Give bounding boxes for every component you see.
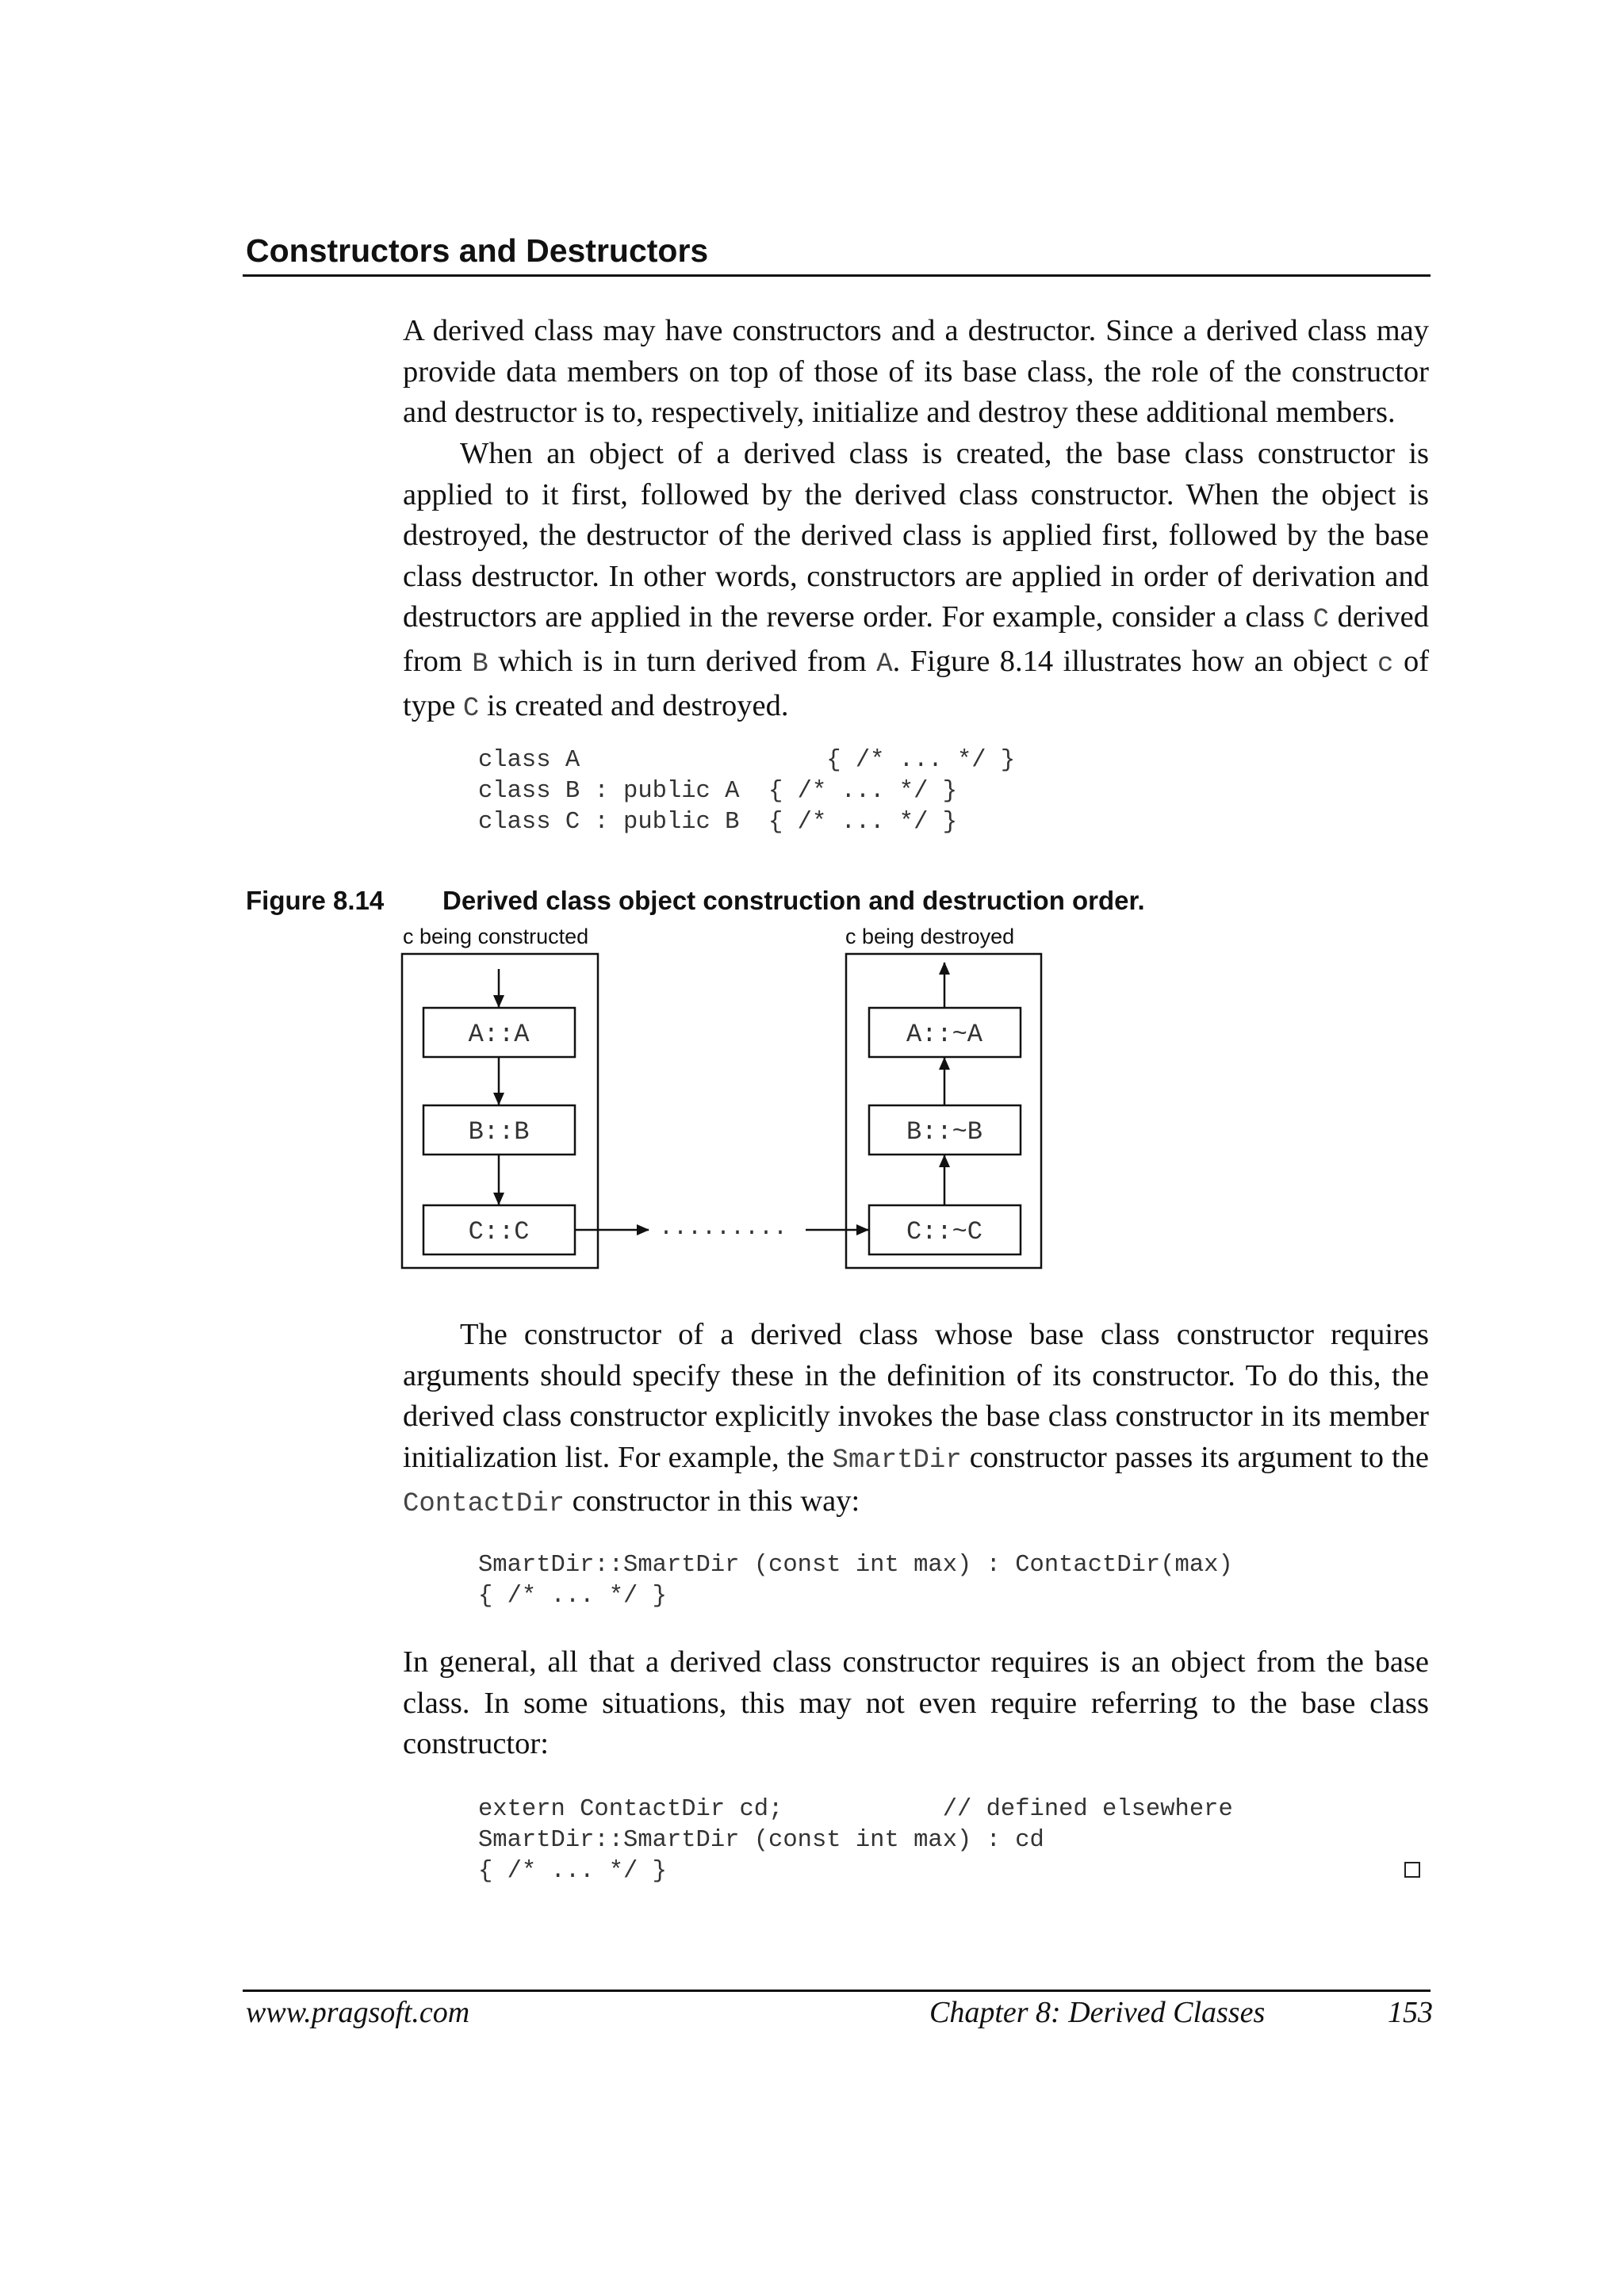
- code-block-extern: extern ContactDir cd; // defined elsewhere SmartDir::SmartDir (const int max) : cd { /* ... */ }: [478, 1796, 1233, 1885]
- figure-number: Figure 8.14: [246, 886, 385, 915]
- figure-caption: Derived class object construction and destruction order.: [442, 886, 1145, 915]
- end-of-section-marker: [1404, 1862, 1420, 1878]
- inline-code-contactdir: ContactDir: [403, 1489, 565, 1520]
- paragraph-order-text-5: of type: [403, 644, 1430, 722]
- dtor-c-label: C::~C: [906, 1217, 983, 1247]
- inline-code-B: B: [472, 649, 488, 680]
- inline-code-A: A: [876, 649, 893, 680]
- lifetime-dots: .........: [658, 1215, 788, 1242]
- paragraph-order-text-6: is created and destroyed.: [486, 688, 789, 722]
- footer-chapter: Chapter 8: Derived Classes: [929, 1996, 1266, 2029]
- ctor-a-label: A::A: [468, 1020, 530, 1049]
- inline-code-smartdir: SmartDir: [832, 1445, 962, 1476]
- dtor-b-label: B::~B: [906, 1117, 983, 1147]
- paragraph-base-args: [403, 1315, 1429, 1526]
- paragraph-order-text-2: derived from: [403, 600, 1430, 678]
- inline-code-C-type: C: [462, 693, 480, 724]
- paragraph-base-args-text-2: constructor passes its argument to the: [969, 1440, 1429, 1474]
- footer-site: www.pragsoft.com: [246, 1996, 470, 2029]
- paragraph-intro-text: A derived class may have constructors and a destructor. Since a derived class may provide data members on top of those of its base class, the role of the constructor and destructor is to, respectively, initialize and destroy these additional members.: [403, 314, 1429, 430]
- footer-page-number: 153: [1388, 1996, 1433, 2029]
- code-block-classes: class A { /* ... */ } class B : public A { /* ... */ } class C : public B { /* ... */ }: [478, 747, 1016, 836]
- label-being-constructed: c being constructed: [403, 925, 589, 948]
- section-title: Constructors and Destructors: [246, 232, 709, 269]
- label-being-destroyed: c being destroyed: [845, 925, 1015, 948]
- paragraph-general-text: In general, all that a derived class constructor requires is an object from the base class. In some situations, this may not even require referring to the base class constructor:: [403, 1645, 1429, 1761]
- paragraph-general: [403, 1642, 1429, 1765]
- code-block-smartdir: SmartDir::SmartDir (const int max) : ContactDir(max) { /* ... */ }: [478, 1552, 1233, 1610]
- dtor-a-label: A::~A: [906, 1020, 983, 1049]
- paragraph-order-text-3: which is in turn derived from: [498, 644, 867, 678]
- paragraph-base-args-text-1: The constructor of a derived class whose base class constructor requires arguments should specify these in the definition of its constructor. To do this, the derived class constructor explicitly invokes the base class constructor in its member initialization list. For example, the: [403, 1318, 1429, 1474]
- ctor-b-label: B::B: [468, 1117, 530, 1147]
- inline-code-c: c: [1377, 649, 1394, 680]
- footer-rule: [243, 1990, 1431, 1992]
- ctor-c-label: C::C: [468, 1217, 530, 1247]
- paragraph-order-text-1: When an object of a derived class is created, the base class constructor is applied to it first, followed by the derived class constructor. When the object is destroyed, the destructor of the derived class is applied first, followed by the base class destructor. In other words, constructors are applied in order of derivation and destructors are applied in the reverse order. For example, consider a class: [403, 437, 1429, 634]
- paragraph-order-text-4: . Figure 8.14 illustrates how an object: [892, 644, 1368, 678]
- paragraph-base-args-text-3: constructor in this way:: [572, 1484, 860, 1518]
- inline-code-C: C: [1312, 605, 1330, 636]
